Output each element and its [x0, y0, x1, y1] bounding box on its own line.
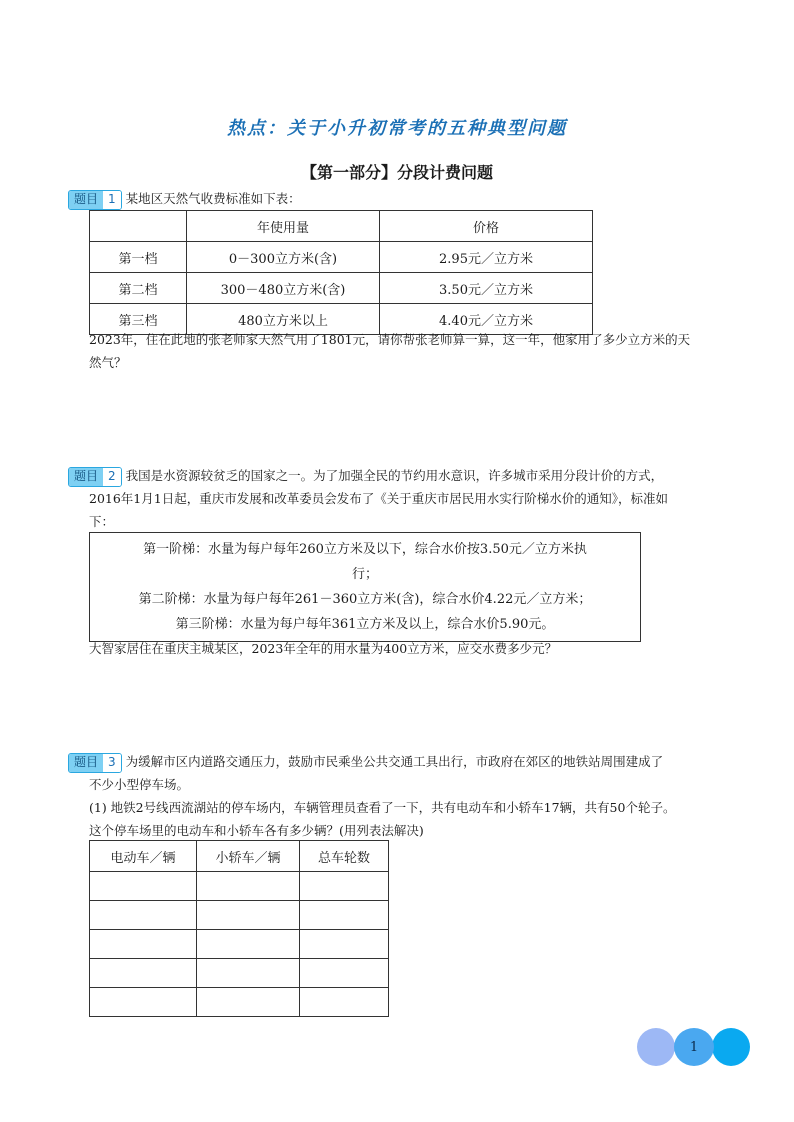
- table-header-cell: 电动车／辆: [90, 841, 197, 872]
- blank-cell[interactable]: [90, 872, 197, 901]
- blank-cell[interactable]: [90, 930, 197, 959]
- table-header-row: [90, 211, 593, 242]
- blank-cell[interactable]: [197, 959, 300, 988]
- question-badge: 题目 1: [68, 190, 122, 210]
- table-header-cell: 价格: [380, 211, 593, 242]
- table-cell: 第二档: [90, 273, 187, 304]
- blank-cell[interactable]: [300, 901, 389, 930]
- blank-cell[interactable]: [300, 988, 389, 1017]
- question-1-intro: 某地区天然气收费标准如下表：: [125, 191, 301, 206]
- question-badge: 题目 2: [68, 467, 122, 487]
- table-cell: 0－300立方米(含): [187, 242, 380, 273]
- table-row: [90, 273, 593, 304]
- question-2-question: 大智家居住在重庆主城某区，2023年全年的用水量为400立方米，应交水费多少元？: [89, 641, 558, 656]
- question-1-intro-line: [68, 187, 301, 210]
- table-row: [90, 959, 389, 988]
- blank-cell[interactable]: [90, 988, 197, 1017]
- table-header-cell: 年使用量: [187, 211, 380, 242]
- table-cell: 3.50元／立方米: [380, 273, 593, 304]
- blank-cell[interactable]: [90, 901, 197, 930]
- table-cell: 第三档: [90, 304, 187, 335]
- list-method-table: [89, 840, 389, 1017]
- page-number: 1: [674, 1028, 714, 1066]
- question-3-text: 题目 3 为缓解市区内道路交通压力，鼓励市民乘坐公共交通工具出行，市政府在郊区的地铁站周围建成了 不少小型停车场。 (1) 地铁2号线西流湖站的停车场内，车辆管理员查看了一下，共有电动车和小轿车17辆，共有50个轮子。 这个停车场里的电动车和小轿车各有多少辆？(用列表法解决): [68, 750, 748, 842]
- question-2-text: 题目 2 我国是水资源较贫乏的国家之一。为了加强全民的节约用水意识，许多城市采用分段计价的方式， 2016年1月1日起，重庆市发展和改革委员会发布了《关于重庆市居民用水实行阶梯水价的通知》，标准如 下：: [68, 464, 748, 533]
- gas-price-table: [89, 210, 593, 335]
- question-1-text: 2023年，住在此地的张老师家天然气用了1801元，请你帮张老师算一算，这一年，他家用了多少立方米的天 然气？: [89, 332, 691, 370]
- table-cell: 480立方米以上: [187, 304, 380, 335]
- table-header-cell: 总车轮数: [300, 841, 389, 872]
- blank-cell[interactable]: [197, 901, 300, 930]
- table-cell: 第一档: [90, 242, 187, 273]
- section-title: 【第一部分】分段计费问题: [300, 163, 493, 182]
- water-price-box: 第一阶梯：水量为每户每年260立方米及以下，综合水价按3.50元／立方米执 行； 第二阶梯：水量为每户每年261－360立方米(含)，综合水价4.22元／立方米； 第三阶梯：水量为每户每年361立方米及以上，综合水价5.90元。: [89, 532, 641, 642]
- blank-cell[interactable]: [197, 988, 300, 1017]
- page-main-title: 热点：关于小升初常考的五种典型问题: [227, 118, 567, 139]
- table-header-cell: 小轿车／辆: [197, 841, 300, 872]
- table-row: [90, 930, 389, 959]
- table-header-row: [90, 841, 389, 872]
- question-badge: 题目 3: [68, 753, 122, 773]
- table-row: [90, 242, 593, 273]
- blank-cell[interactable]: [197, 872, 300, 901]
- page-decor-circle-right: [712, 1028, 750, 1066]
- page-decor-circle-left: [637, 1028, 675, 1066]
- table-row: [90, 872, 389, 901]
- table-row: [90, 901, 389, 930]
- table-cell: 2.95元／立方米: [380, 242, 593, 273]
- table-cell: 300－480立方米(含): [187, 273, 380, 304]
- table-cell: 4.40元／立方米: [380, 304, 593, 335]
- blank-cell[interactable]: [90, 959, 197, 988]
- blank-cell[interactable]: [300, 872, 389, 901]
- table-row: [90, 988, 389, 1017]
- blank-cell[interactable]: [300, 959, 389, 988]
- table-header-cell: [90, 211, 187, 242]
- blank-cell[interactable]: [300, 930, 389, 959]
- blank-cell[interactable]: [197, 930, 300, 959]
